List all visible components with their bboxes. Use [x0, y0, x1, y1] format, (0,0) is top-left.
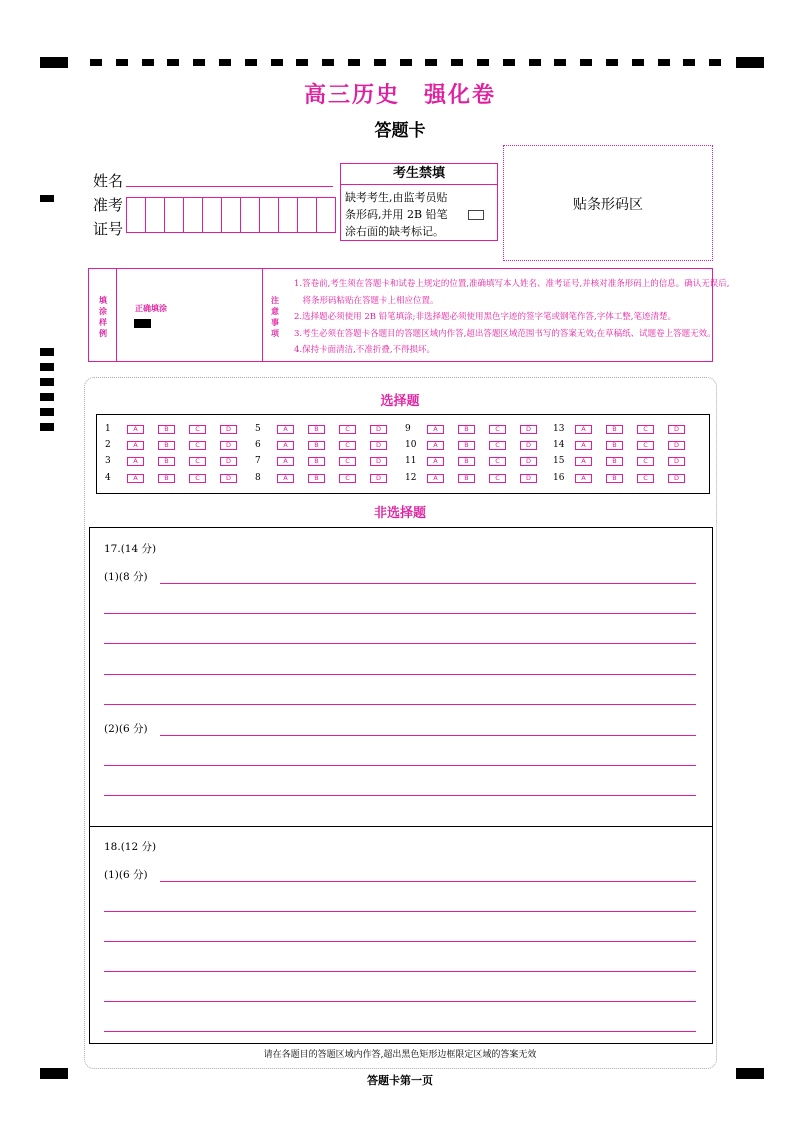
id-digit-cell[interactable]	[260, 198, 279, 232]
answer-bubble-d[interactable]: D	[220, 441, 237, 450]
q18-answer-box	[89, 826, 713, 1044]
id-digit-cell[interactable]	[317, 198, 335, 232]
answer-bubble-b[interactable]: B	[308, 425, 325, 434]
id-digit-cell[interactable]	[222, 198, 241, 232]
answer-bubble-a[interactable]: A	[575, 457, 592, 466]
timing-dash	[271, 59, 283, 66]
exam-id-grid[interactable]	[126, 197, 336, 233]
notes-label: 注意事项	[271, 296, 279, 338]
answer-bubble-b[interactable]: B	[308, 441, 325, 450]
note-item: 2.选择题必须使用 2B 铅笔填涂;非选择题必须使用黑色字迹的签字笔或钢笔作答,字体工整,笔迹清楚。	[294, 312, 676, 322]
page-title: 高三历史 强化卷	[303, 83, 496, 108]
nonchoice-heading: 非选择题	[373, 506, 426, 521]
absent-box-text: 缺考考生,由监考员贴条形码,并用 2B 铅笔涂右面的缺考标记。	[345, 191, 448, 238]
answer-bubble-a[interactable]: A	[575, 441, 592, 450]
side-timing-mark	[40, 363, 54, 371]
answer-bubble-d[interactable]: D	[370, 441, 387, 450]
name-label: 姓名	[93, 172, 124, 190]
id-digit-cell[interactable]	[298, 198, 317, 232]
answer-bubble-d[interactable]: D	[520, 441, 537, 450]
question-number: 9	[405, 424, 411, 434]
answer-bubble-d[interactable]: D	[668, 457, 685, 466]
id-digit-cell[interactable]	[184, 198, 203, 232]
question-number: 1	[105, 424, 111, 434]
answer-bubble-d[interactable]: D	[520, 425, 537, 434]
answer-line[interactable]	[104, 911, 696, 912]
page-number: 答题卡第一页	[367, 1074, 433, 1087]
answer-bubble-b[interactable]: B	[158, 425, 175, 434]
answer-bubble-b[interactable]: B	[606, 425, 623, 434]
timing-dash	[451, 59, 463, 66]
answer-bubble-c[interactable]: C	[637, 441, 654, 450]
timing-dash	[348, 59, 360, 66]
answer-bubble-a[interactable]: A	[427, 425, 444, 434]
timing-dash	[374, 59, 386, 66]
name-field[interactable]	[126, 186, 333, 187]
answer-bubble-b[interactable]: B	[308, 457, 325, 466]
footer-notice: 请在各题目的答题区域内作答,超出黑色矩形边框限定区域的答案无效	[263, 1050, 537, 1060]
answer-line[interactable]	[104, 613, 696, 614]
answer-bubble-c[interactable]: C	[189, 441, 206, 450]
answer-bubble-b[interactable]: B	[606, 457, 623, 466]
question-number: 5	[255, 424, 261, 434]
id-digit-cell[interactable]	[279, 198, 298, 232]
timing-dash	[503, 59, 515, 66]
notes-list	[294, 276, 799, 359]
timing-dash	[219, 59, 231, 66]
question-number: 12	[405, 473, 417, 483]
question-number: 13	[553, 424, 565, 434]
answer-bubble-a[interactable]: A	[127, 457, 144, 466]
filled-bubble-sample	[134, 319, 151, 328]
answer-bubble-a[interactable]: A	[277, 474, 294, 483]
answer-bubble-b[interactable]: B	[458, 441, 475, 450]
q17-answer-box	[89, 527, 713, 827]
answer-bubble-d[interactable]: D	[668, 425, 685, 434]
answer-line[interactable]	[104, 674, 696, 675]
barcode-area	[503, 145, 713, 261]
answer-bubble-d[interactable]: D	[370, 457, 387, 466]
answer-bubble-b[interactable]: B	[458, 474, 475, 483]
answer-bubble-d[interactable]: D	[668, 474, 685, 483]
timing-dash	[90, 59, 102, 66]
answer-bubble-b[interactable]: B	[158, 474, 175, 483]
answer-bubble-b[interactable]: B	[158, 457, 175, 466]
answer-line[interactable]	[104, 1001, 696, 1002]
timing-dash	[142, 59, 154, 66]
timing-dash	[606, 59, 618, 66]
timing-dash	[529, 59, 541, 66]
question-number: 10	[405, 440, 417, 450]
answer-bubble-d[interactable]: D	[668, 441, 685, 450]
answer-bubble-c[interactable]: C	[489, 441, 506, 450]
q17-part2-label: (2)(6 分)	[104, 723, 148, 735]
timing-dash	[683, 59, 695, 66]
answer-bubble-d[interactable]: D	[520, 457, 537, 466]
answer-line[interactable]	[160, 735, 696, 736]
answer-bubble-c[interactable]: C	[637, 425, 654, 434]
answer-bubble-a[interactable]: A	[427, 441, 444, 450]
timing-dash	[245, 59, 257, 66]
answer-bubble-b[interactable]: B	[458, 457, 475, 466]
answer-bubble-a[interactable]: A	[277, 441, 294, 450]
timing-dash	[116, 59, 128, 66]
answer-bubble-c[interactable]: C	[339, 441, 356, 450]
answer-bubble-b[interactable]: B	[606, 441, 623, 450]
answer-bubble-a[interactable]: A	[427, 457, 444, 466]
note-item: 将条形码粘贴在答题卡上相应位置。	[294, 295, 439, 306]
question-number: 16	[553, 473, 565, 483]
answer-line[interactable]	[104, 643, 696, 644]
instructions-panel	[88, 268, 730, 362]
answer-bubble-a[interactable]: A	[277, 457, 294, 466]
question-number: 14	[553, 440, 565, 450]
side-timing-mark	[40, 348, 54, 356]
side-timing-mark	[40, 423, 54, 431]
answer-bubble-a[interactable]: A	[427, 474, 444, 483]
timing-dash	[580, 59, 592, 66]
id-digit-cell[interactable]	[241, 198, 260, 232]
corner-mark-top-left	[40, 57, 68, 68]
answer-bubble-d[interactable]: D	[220, 457, 237, 466]
choice-heading: 选择题	[380, 394, 420, 409]
question-number: 11	[405, 456, 417, 466]
timing-dash	[632, 59, 644, 66]
answer-bubble-c[interactable]: C	[189, 425, 206, 434]
answer-line[interactable]	[104, 704, 696, 705]
question-number: 8	[255, 473, 261, 483]
timing-dash	[193, 59, 205, 66]
question-number: 2	[105, 440, 111, 450]
answer-bubble-c[interactable]: C	[339, 457, 356, 466]
note-item: 3.考生必须在答题卡各题目的答题区域内作答,超出答题区域范围书写的答案无效;在草稿纸、试题卷上答题无效。	[294, 328, 716, 339]
answer-bubble-d[interactable]: D	[370, 474, 387, 483]
timing-dash	[296, 59, 308, 66]
side-mark	[40, 195, 54, 202]
side-timing-mark	[40, 378, 54, 386]
question-number: 4	[105, 473, 111, 483]
timing-dash	[425, 59, 437, 66]
answer-bubble-c[interactable]: C	[489, 474, 506, 483]
answer-bubble-a[interactable]: A	[127, 425, 144, 434]
answer-line[interactable]	[104, 765, 696, 766]
choice-grid	[96, 414, 710, 494]
absent-mark-bubble[interactable]	[468, 210, 484, 220]
answer-bubble-a[interactable]: A	[127, 474, 144, 483]
timing-dash	[322, 59, 334, 66]
answer-bubble-c[interactable]: C	[339, 425, 356, 434]
fill-example-label: 填涂样例	[99, 296, 107, 338]
question-number: 6	[255, 440, 261, 450]
corner-mark-top-right	[736, 57, 764, 68]
answer-bubble-a[interactable]: A	[277, 425, 294, 434]
timing-dash	[554, 59, 566, 66]
answer-bubble-c[interactable]: C	[189, 474, 206, 483]
correct-fill-label: 正确填涂	[135, 304, 167, 313]
side-timing-mark	[40, 408, 54, 416]
page-subtitle: 答题卡	[374, 121, 426, 141]
id-label-line1: 准考	[93, 196, 124, 214]
answer-bubble-b[interactable]: B	[458, 425, 475, 434]
timing-dash	[477, 59, 489, 66]
answer-line[interactable]	[104, 1031, 696, 1032]
fill-example-cell	[89, 269, 117, 361]
q17-part1-label: (1)(8 分)	[104, 571, 148, 583]
answer-bubble-b[interactable]: B	[308, 474, 325, 483]
q18-part1-label: (1)(6 分)	[104, 869, 148, 881]
answer-bubble-d[interactable]: D	[220, 425, 237, 434]
id-digit-cell[interactable]	[165, 198, 184, 232]
answer-bubble-a[interactable]: A	[575, 474, 592, 483]
answer-bubble-a[interactable]: A	[127, 441, 144, 450]
question-number: 7	[255, 456, 261, 466]
answer-bubble-c[interactable]: C	[489, 457, 506, 466]
absent-box	[340, 163, 498, 241]
id-label-line2: 证号	[93, 220, 124, 238]
answer-bubble-b[interactable]: B	[158, 441, 175, 450]
answer-bubble-c[interactable]: C	[189, 457, 206, 466]
correct-fill-cell	[117, 269, 279, 361]
answer-bubble-c[interactable]: C	[637, 474, 654, 483]
answer-line[interactable]	[104, 941, 696, 942]
id-digit-cell[interactable]	[146, 198, 165, 232]
answer-bubble-b[interactable]: B	[606, 474, 623, 483]
note-item: 1.答卷前,考生须在答题卡和试卷上规定的位置,准确填写本人姓名、准考证号,并核对准条形码上的信息。确认无误后,	[294, 279, 730, 289]
answer-bubble-d[interactable]: D	[520, 474, 537, 483]
note-item: 4.保持卡面清洁,不准折叠,不得损坏。	[294, 345, 436, 355]
timing-dash	[658, 59, 670, 66]
answer-bubble-d[interactable]: D	[220, 474, 237, 483]
id-digit-cell[interactable]	[127, 198, 146, 232]
answer-bubble-c[interactable]: C	[339, 474, 356, 483]
timing-dash	[709, 59, 721, 66]
question-number: 3	[105, 456, 111, 466]
answer-bubble-d[interactable]: D	[370, 425, 387, 434]
answer-line[interactable]	[104, 795, 696, 796]
answer-bubble-c[interactable]: C	[637, 457, 654, 466]
absent-box-title: 考生禁填	[341, 164, 497, 185]
timing-dash	[167, 59, 179, 66]
answer-bubble-c[interactable]: C	[489, 425, 506, 434]
question-number: 15	[553, 456, 565, 466]
answer-line[interactable]	[160, 583, 696, 584]
timing-dash	[400, 59, 412, 66]
answer-line[interactable]	[104, 971, 696, 972]
q17-title: 17.(14 分)	[104, 543, 157, 555]
q18-title: 18.(12 分)	[104, 841, 157, 853]
barcode-label: 贴条形码区	[573, 197, 643, 213]
answer-bubble-a[interactable]: A	[575, 425, 592, 434]
id-digit-cell[interactable]	[203, 198, 222, 232]
answer-line[interactable]	[160, 881, 696, 882]
